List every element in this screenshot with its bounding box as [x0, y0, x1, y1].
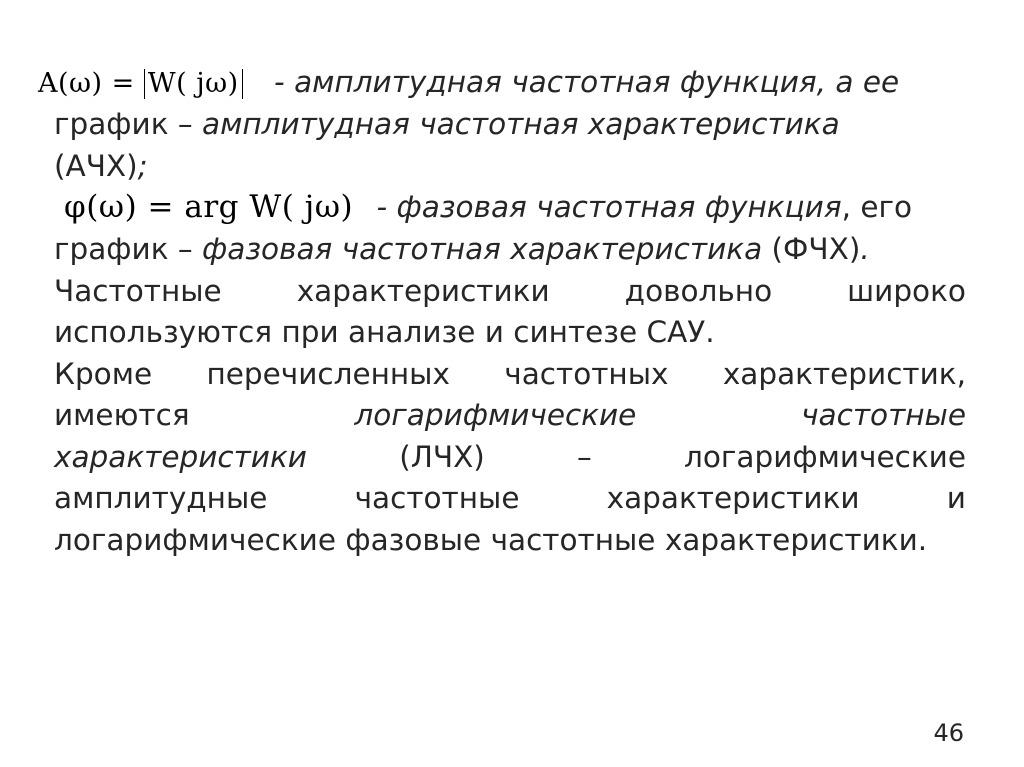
word: логарифмические: [684, 439, 966, 474]
line-4: [54, 187, 966, 229]
line-3-semicolon: ;: [137, 148, 148, 183]
word: амплитудные: [54, 481, 268, 515]
line-9: [54, 395, 966, 437]
amplitude-formula-lhs: A(ω) =: [38, 68, 144, 99]
line-8: [54, 354, 966, 396]
word: характеристики: [606, 481, 860, 515]
word: Кроме: [54, 356, 153, 391]
line-2: [54, 104, 966, 146]
word: частотные: [354, 481, 520, 515]
phase-formula: φ(ω) = arg W( jω): [64, 189, 354, 225]
word: довольно: [624, 273, 773, 308]
word: частотных: [504, 356, 669, 391]
line-6: [54, 271, 966, 313]
page-number: 46: [933, 719, 964, 747]
line-3-text: (АЧХ): [54, 148, 138, 183]
word: Частотные: [54, 273, 222, 308]
word: характеристик,: [722, 356, 966, 391]
word: широко: [847, 273, 966, 308]
word-italic: частотные: [801, 398, 966, 432]
line-3: [54, 146, 966, 188]
line-4-italic: - фазовая частотная функция: [367, 190, 842, 224]
word-italic: логарифмические: [354, 398, 637, 432]
line-7-text: используются при анализе и синтезе САУ.: [54, 315, 715, 349]
line-12: [54, 520, 966, 562]
line-5: [54, 229, 966, 271]
amplitude-formula: [38, 63, 243, 105]
line-5-italic: фазовая частотная характеристика: [202, 232, 763, 266]
line-2-italic: амплитудная частотная характеристика: [202, 107, 840, 141]
amplitude-formula-abs: W( jω): [144, 69, 243, 99]
line-1: [38, 62, 966, 104]
line-7: [54, 312, 966, 354]
line-1-italic: - амплитудная частотная функция: [264, 65, 817, 99]
word: –: [577, 439, 592, 474]
word: (ЛЧХ): [399, 439, 485, 474]
line-11: [54, 478, 966, 520]
word: и: [946, 481, 966, 515]
line-1-comma: , а ее: [816, 65, 900, 99]
line-5-abbr: (ФЧХ): [762, 232, 861, 266]
word-italic: характеристики: [54, 439, 307, 474]
line-10: [54, 437, 966, 479]
word: характеристики: [296, 273, 550, 308]
word: имеются: [54, 398, 190, 432]
line-5-period: .: [860, 232, 870, 266]
word: перечисленных: [206, 356, 450, 391]
line-4-text: , его: [841, 190, 913, 224]
line-5-text: график –: [54, 232, 203, 266]
line-2-text: график –: [54, 107, 203, 141]
line-12-text: логарифмические фазовые частотные характеристики.: [54, 522, 928, 557]
body-text: [38, 62, 966, 561]
